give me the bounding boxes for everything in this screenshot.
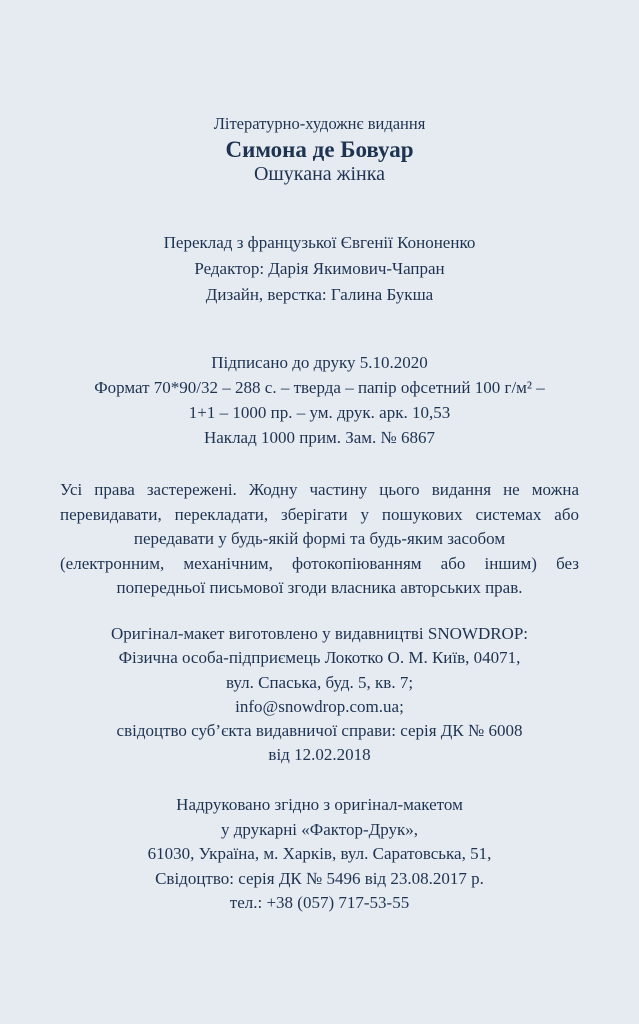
genre-label — [0, 112, 639, 137]
genre-text: Літературно-художнє видання — [213, 114, 426, 133]
signed-date-line: Підписано до друку 5.10.2020 — [211, 353, 428, 372]
printer-certificate-line: Свідоцтво: серія ДК № 5496 від 23.08.2017 р. — [155, 868, 484, 888]
publisher-email-line: info@snowdrop.com.ua; — [235, 696, 404, 716]
publisher-certificate-line: свідоцтво суб’єкта видавничої справи: серія ДК № 6008 — [116, 721, 523, 741]
printer-address-line: 61030, Україна, м. Харків, вул. Саратовська, 51, — [147, 844, 492, 863]
format-line: Формат 70*90/32 – 288 с. – тверда – папір офсетний 100 г/м² – — [94, 378, 545, 397]
publisher-address-line: вул. Спаська, буд. 5, кв. 7; — [225, 672, 414, 692]
author-text: Симона де Бовуар — [225, 137, 414, 162]
print-run-line: Наклад 1000 прим. Зам. № 6867 — [203, 428, 435, 447]
publisher-line: Оригінал-макет виготовлено у видавництві SNOWDROP: — [110, 624, 529, 643]
book-title-text: Ошукана жінка — [253, 163, 386, 185]
rights-line: передавати у будь-якій формі та будь-яким засобом — [133, 529, 506, 548]
publication-info — [0, 350, 639, 450]
printer-line: Надруковано згідно з оригінал-макетом — [176, 795, 463, 814]
publisher-line: Фізична особа-підприємець Локотко О. М. Київ, 04071, — [118, 648, 521, 668]
printer-phone-line: тел.: +38 (057) 717-53-55 — [229, 893, 410, 912]
rights-line: перевидавати, перекладати, зберігати у пошукових системах або — [60, 504, 579, 524]
rights-line: попередньої письмової згоди власника авторських прав. — [116, 578, 523, 597]
translator-line: Переклад з французької Євгенії Кононенко — [163, 233, 476, 252]
printer-info — [0, 793, 639, 916]
book-title — [0, 160, 639, 188]
rights-notice — [60, 478, 579, 601]
design-line: Дизайн, верстка: Галина Букша — [205, 285, 434, 304]
publisher-info — [0, 622, 639, 768]
rights-line: Усі права застережені. Жодну частину цього видання не можна — [60, 480, 579, 499]
publisher-certificate-date-line: від 12.02.2018 — [268, 745, 371, 765]
editor-line: Редактор: Дарія Якимович-Чапран — [194, 259, 445, 278]
credits-block — [0, 230, 639, 308]
printer-line: у друкарні «Фактор-Друк», — [220, 819, 419, 839]
rights-line: (електронним, механічним, фотокопіюванням або іншим) без — [60, 553, 579, 573]
print-spec-line: 1+1 – 1000 пр. – ум. друк. арк. 10,53 — [188, 403, 451, 422]
